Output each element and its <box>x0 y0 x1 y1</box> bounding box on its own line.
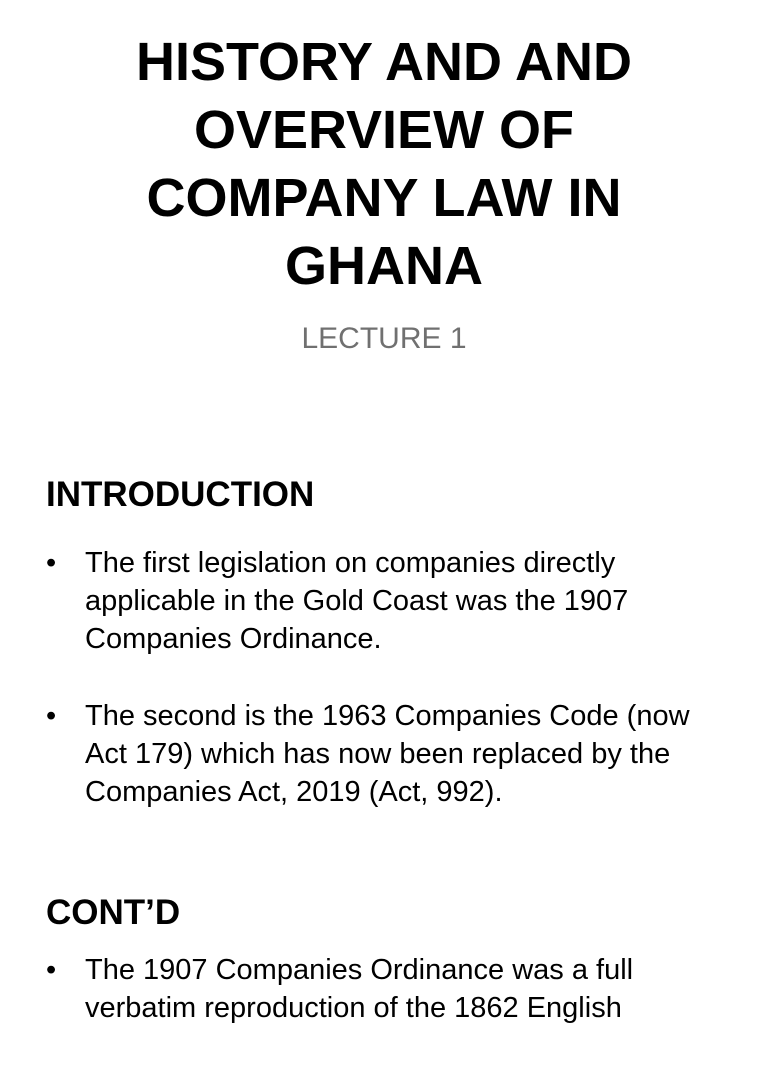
bullet-text: The second is the 1963 Companies Code (now Act 179) which has now been replaced by the Companies Act, 2019 (Act, 992). <box>85 700 690 808</box>
bullet-text: The 1907 Companies Ordinance was a full verbatim reproduction of the 1862 English <box>85 954 634 1024</box>
bullet-item <box>46 697 726 811</box>
section-heading-introduction: INTRODUCTION <box>46 475 315 514</box>
bullet-item <box>46 951 726 1027</box>
bullet-item <box>46 544 726 658</box>
contd-bullet-list <box>46 951 726 1066</box>
bullet-icon: • <box>46 700 57 732</box>
slide-title: HISTORY AND AND OVERVIEW OF COMPANY LAW IN GHANA <box>135 32 633 296</box>
bullet-icon: • <box>46 547 57 579</box>
slide-subtitle: LECTURE 1 <box>301 322 467 355</box>
introduction-bullet-list <box>46 544 726 850</box>
bullet-text: The first legislation on companies directly applicable in the Gold Coast was the 1907 Companies Ordinance. <box>85 547 629 655</box>
section-heading-contd: CONT’D <box>46 893 181 932</box>
bullet-icon: • <box>46 954 57 986</box>
